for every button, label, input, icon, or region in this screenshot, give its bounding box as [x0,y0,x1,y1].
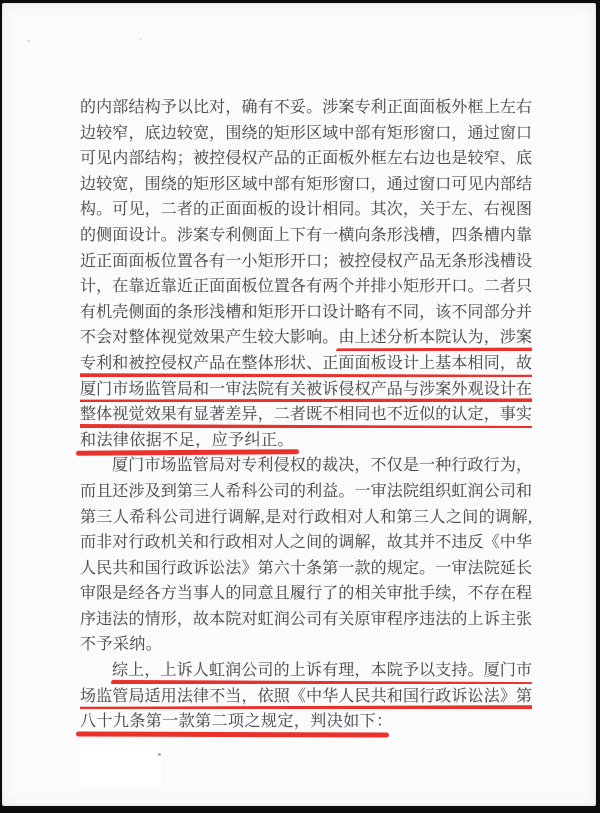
scan-speck [27,40,30,42]
text-line-content: 八十九条第一款第二项之规定，判决如下： [80,713,393,731]
text-line [80,428,532,454]
text-line [80,658,532,684]
text-line-content: 可见内部结构；被控侵权产品的正面板外框左右边也是较窄、底 [80,150,532,168]
text-line [80,556,532,582]
text-line-content: 边较窄，底边较宽，围绕的矩形区域中部有矩形窗口，通过窗口 [80,124,532,142]
text-line [80,684,532,710]
text-line [80,632,532,658]
text-line [80,146,532,172]
text-line [80,505,532,531]
text-line-content: 整体视觉效果有显著差异，二者既不相同也不近似的认定，事实 [80,406,532,424]
text-line [80,300,532,326]
text-line-content: 场监管局适用法律不当，依照《中华人民共和国行政诉讼法》第 [80,687,532,705]
text-line-content: 和法律依据不足，应予纠正。 [80,431,294,449]
scan-speck [158,753,161,756]
text-line-content: 的侧面设计。涉案专利侧面上下有一横向条形浅槽，四条槽内靠 [80,226,532,244]
text-line [80,479,532,505]
text-line [80,709,532,735]
text-line-content: 计，在靠近靠近正面面板位置各有两个并排小矩形开口。二者只 [80,278,532,296]
text-line-content: 不会对整体视觉效果产生较大影响。由上述分析本院认为，涉案 [80,329,532,347]
text-line-content: 有机壳侧面的条形浅槽和矩形开口设计略有不同，该不同部分并 [80,303,532,321]
text-line-content: 审限是经各方当事人的同意且履行了的相关审批手续，不存在程 [80,585,532,603]
text-line [80,530,532,556]
text-line [80,274,532,300]
text-line [80,377,532,403]
text-line [80,95,532,121]
text-line-content: 构。可见，二者的正面面板的设计相同。其次，关于左、右视图 [80,201,532,219]
text-line-content: 的内部结构予以比对，确有不妥。涉案专利正面面板外框上左右 [80,99,532,116]
text-line [80,325,532,351]
text-line [80,607,532,633]
text-line-content: 厦门市场监管局对专利侵权的裁决，不仅是一种行政行为， [112,457,532,475]
text-line [80,351,532,377]
text-line [80,172,532,198]
text-line [80,121,532,147]
text-line-content: 厦门市场监管局和一审法院有关被诉侵权产品与涉案外观设计在 [80,380,532,398]
text-line-content: 人民共和国行政诉讼法》第六十条第一款的规定。一审法院延长 [80,559,532,577]
text-line-content: 近正面面板位置各有一小矩形开口；被控侵权产品无条形浅槽设 [80,252,532,270]
text-line [80,223,532,249]
text-block [80,95,532,735]
text-line [80,402,532,428]
document-page [2,3,596,806]
red-underline [76,731,389,737]
text-line-content: 边较宽，围绕的矩形区域中部有矩形窗口，通过窗口可见内部结 [80,175,532,193]
text-line-content: 而非对行政机关和行政相对人之间的调解，故其并不违反《中华 [80,534,532,552]
text-line-content: 综上，上诉人虹润公司的上诉有理，本院予以支持。厦门市 [112,662,532,680]
text-line-content: 序违法的情形，故本院对虹润公司有关原审程序违法的上诉主张 [80,610,532,628]
text-line [80,249,532,275]
text-line-content: 而且还涉及到第三人希科公司的利益。一审法院组织虹润公司和 [80,482,532,500]
text-line [80,581,532,607]
text-line [80,197,532,223]
text-line [80,453,532,479]
text-line-content: 第三人希科公司进行调解,是对行政相对人和第三人之间的调解, [80,508,532,526]
text-line-content: 专利和被控侵权产品在整体形状、正面面板设计上基本相同，故 [80,354,532,372]
correction-patch [80,744,161,786]
scan-speck [139,38,142,40]
text-line-content: 不予采纳。 [80,636,163,654]
